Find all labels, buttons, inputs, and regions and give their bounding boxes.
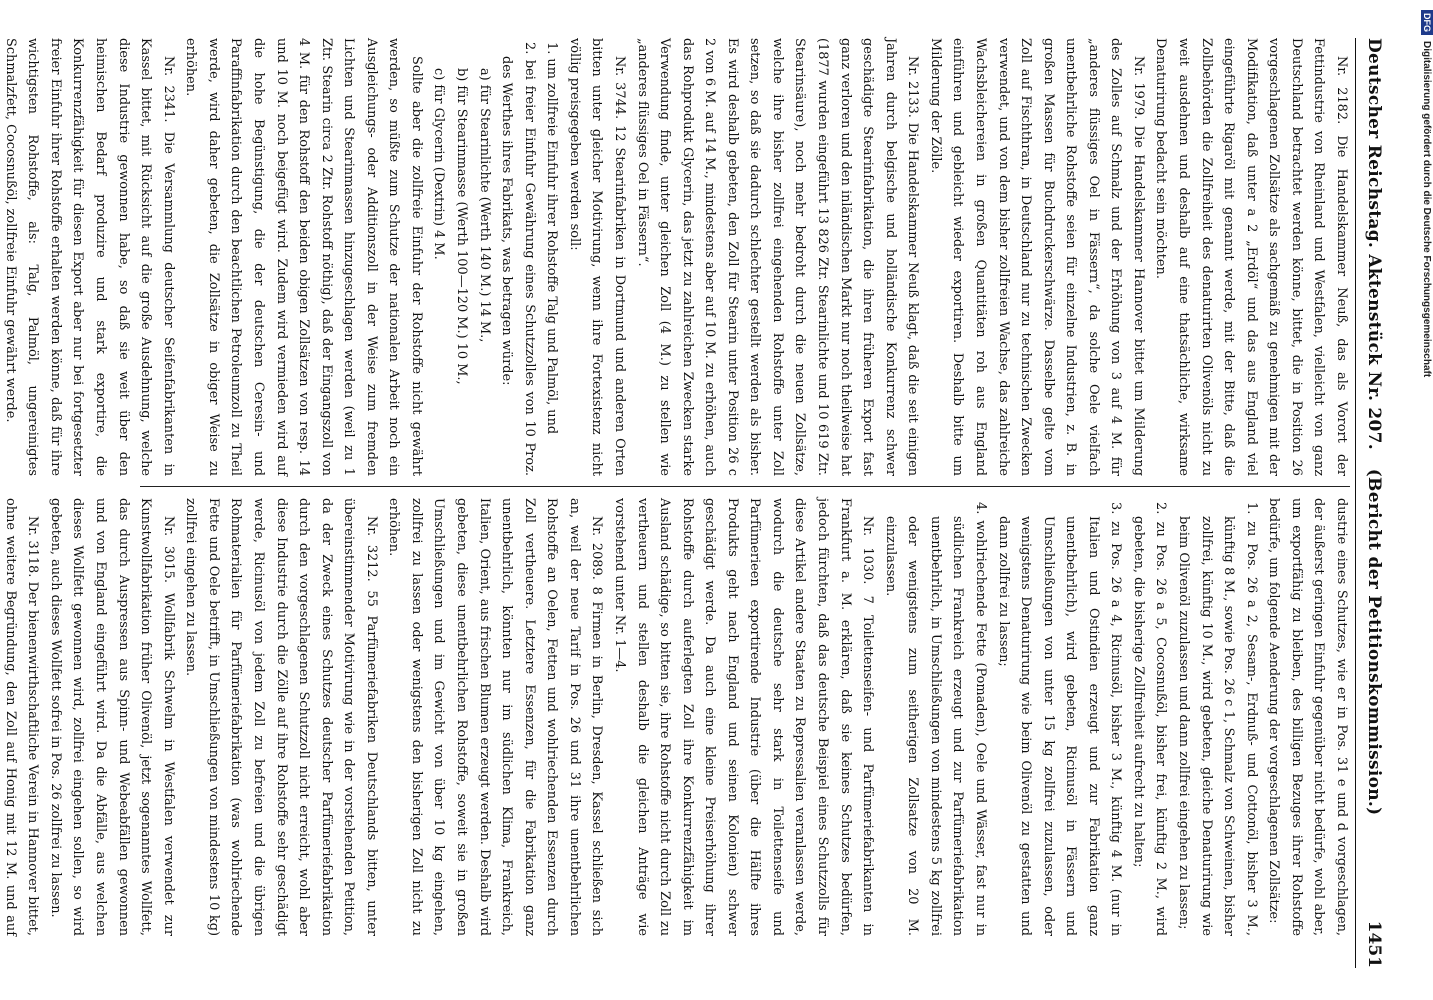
column-divider	[140, 486, 1350, 487]
credit-text: Digitalisierung gefördert durch die Deutsche Forschungsgemeinschaft	[1421, 41, 1432, 378]
running-head-title: Deutscher Reichstag. Aktenstück Nr.	[1364, 38, 1384, 402]
paragraph: Nr. 3212. 55 Parfümeriefabriken Deutschlands bitten, unter übereinstimmender Motivirung wie in der vorstehenden Petition, da der Zweck eines Schutzes deutscher Parfümeriefabrikation durch den vorgeschlagenen Schutzzoll nicht erreicht, wohl aber diese Industrie durch die Zölle auf ihre Rohstoffe sehr geschädigt werde, Ricinusöl von jedem Zoll zu befreien und die übrigen Rohmaterialien für Parfümeriefabrikation (was wohlriechende Fette und Oele betrifft, in Umschließungen von mindestens 10 kg) zollfrei eingehen zu lassen.	[183, 498, 379, 936]
paragraph: 4. wohlriechende Fette (Pomaden), Oele und Wässer, fast nur in südlichen Frankreich erzeugt und zur Parfümeriefabrikation unentbehrlich, in Umschließungen von mindestens 5 kg zollfrei oder wenigstens zum seitherigen Zollsatze von 20 M. einzulassen.	[882, 502, 988, 936]
paragraph: Nr. 1979. Die Handelskammer Hannover bittet um Milderung des Zolles auf Schmalz und der Erhöhung von 3 auf 4 M. für „anderes flüssiges Oel in Fässern“, da solche Oele vielfach unentbehrliche Rohstoffe seien für einzelne Industrien, z. B. in großen Massen für Buchdruckerschwärze. Dasselbe gelte vom Zoll auf Fischthran, in Deutschland nur zu technischen Zwecken verwendet, und von dem bisher zollfreien Wachse, das zahlreiche Wachsbleichereien in großen Quantitäten roh aus England einführen und gebleicht wieder exportiren. Deshalb bitte um Milderung der Zölle.	[927, 38, 1146, 476]
paragraph: 1. zu Pos. 26 a 2, Sesam-, Erdnuß- und Cottonöl, bisher 3 M., künftig 8 M., sowie Pos. 26 c 1, Schmalz von Schweinen, bisher zollfrei, künftig 10 M., wird gebeten, gleiche Denaturirung wie beim Olivenöl zuzulassen und dann zollfrei eingehen zu lassen;	[1176, 502, 1259, 936]
paragraph: 2. zu Pos. 26 a 5, Cocosnußöl, bisher frei, künftig 2 M., wird gebeten, die bisherige Zollfreiheit aufrecht zu halten;	[1130, 502, 1169, 936]
dfg-logo: DFG	[1421, 10, 1433, 35]
paragraph: 1. um zollfreie Einfuhr ihrer Rohstoffe Talg und Palmöl, und	[544, 42, 560, 435]
running-head-left	[1364, 38, 1384, 815]
paragraph: Nr. 2341. Die Versammlung deutscher Seifenfabrikanten in Kassel bittet, mit Rücksicht auf die große Ausdehnung, welche diese Industrie gewonnen habe, so daß sie weit über den heimischen Bedarf produzire und stark exportire, die Konkurrenzfähigkeit für diesen Export aber nur bei fortgesetzter freier Einfuhr ihrer Rohstoffe erhalten werden könne, daß für ihre wichtigsten Rohstoffe, als: Talg, Palmöl, ungereinigtes Schmalzfett, Cocosnußöl, zollfreie Einfuhr gewährt werde.	[2, 38, 176, 476]
paragraph: Nr. 2182. Die Handelskammer Neuß, das als Vorort der Fettindustrie von Rheinland und Westfalen, vielleicht von ganz Deutschland betrachtet werden könne, bittet, die in Position 26 vorgeschlagenen Zollsätze als sachgemäß zu genehmigen mit der Modifikation, daß unter a 2 „Erdöl“ und das aus England viel eingeführte Rigaröl mit genannt werde, mit der Bitte, daß die Zollbehörden die Zollfreiheit des denaturirten Olivenöls nicht zu weit ausdehnen und deshalb auf eine thatsächliche, wirksame Denaturirung bedacht sein möchten.	[1153, 38, 1349, 476]
paragraph: Nr. 3015. Wollfabrik Schwelm in Westfalen verwendet zur Kunstwollfabrikation früher Olivenöl, jetzt sogenanntes Wollfett, das durch Auspressen aus Spinn- und Webeabfällen gewonnen und von England eingeführt wird. Da die Abfälle, aus welchen dieses Wollfett gewonnen wird, zollfrei eingehen sollen, so wird gebeten, auch dieses Wollfett sofrei in Pos. 26 zollfrei zu lassen.	[47, 498, 176, 936]
paragraph: Nr. 3744. 12 Stearinfabriken in Dortmund und anderen Orten bitten unter gleicher Motivirung, wenn ihre Fortexistenz nicht völlig preisgegeben werden soll:	[566, 38, 627, 476]
running-head	[1355, 38, 1392, 968]
paragraph: Nr. 2133. Die Handelskammer Neuß klagt, daß die seit einigen Jahren durch belgische und holländische Konkurrenz schwer geschädigte Stearinfabrikation, die ihren früheren Export fast ganz verloren und den inländischen Markt nur noch theilweise hat (1877 wurden eingeführt 13 826 Ztr. Stearinlichte und 10 619 Ztr. Stearinsäure), noch mehr bedroht durch die neuen Zollsätze, welche ihre bisher zollfrei eingehenden Rohstoffe unter Zoll setzen, so daß sie dadurch schlechter gestellt werden als bisher. Es wird deshalb gebeten, den Zoll für Stearin unter Position 26 c 2 von 6 M. auf 14 M., mindestens aber auf 10 M. zu erhöhen, auch das Rohprodukt Glycerin, das jetzt zu zahlreichen Zwecken starke Verwendung finde, unter gleichen Zoll (4 M.) zu stellen wie „anderes flüssiges Oel in Fässern“.	[634, 38, 921, 476]
page-number: 1451	[1364, 920, 1384, 968]
right-column	[2, 498, 1352, 936]
digitization-credit	[1416, 6, 1430, 994]
paragraph: a) für Stearinlichte (Werth 140 M.) 14 M.,	[476, 68, 492, 343]
credit-line	[1419, 10, 1433, 990]
paragraph: b) für Stearinmasse (Werth 100—120 M.) 10 M.,	[454, 68, 470, 385]
paragraph: Nr. 3118. Der bienenwirthschaftliche Verein in Hannover bittet, ohne weitere Begründung, den Zoll auf Honig mit 12 M. und auf	[2, 498, 41, 936]
document-number: 207.	[1364, 407, 1384, 451]
paragraph: 2. bei freier Einfuhr Gewährung eines Schutzzolles von 10 Proz. des Werthes ihres Fabrikats, was betragen würde:	[499, 42, 537, 476]
paragraph: 3. zu Pos. 26 a 4, Ricinusöl, bisher 3 M., künftig 4 M. (nur in Italien und Ostindien erzeugt und zur Fabrikation ganz unentbehrlich), wird gebeten, Ricinusöl in Fässern und Umschließungen von unter 15 kg zollfrei zuzulassen, oder wenigstens Denaturirung wie beim Olivenöl zu gestatten und dann zollfrei zu lassen;	[995, 502, 1124, 936]
paragraph: c) für Glycerin (Dextrin) 4 M.	[431, 68, 447, 260]
paragraph: Sollte aber die zollfreie Einfuhr der Rohstoffe nicht gewährt werden, so müßte zum Schutze der nationalen Arbeit noch ein Ausgleichungs- oder Additionszoll in der Weise zum fremden Lichten und Stearinmassen hinzugeschlagen werden (weil zu 1 Ztr. Stearin circa 2 Ztr. Rohstoff nöthig), daß der Eingangszoll von 4 M. für den Rohstoff den beiden obigen Zollsätzen von resp. 14 und 10 M. noch beigefügt wird. Zudem wird vermieden wird auf die hohe Begünstigung, die der deutschen Ceresin- und Paraffinfabrikation durch den beachtlichen Petroleumzoll zu Theil werde, wird daher gebeten, die Zollsätze in obiger Weise zu erhöhen.	[183, 38, 424, 476]
paragraph: dustrie eines Schutzes, wie er in Pos. 31 e und d vorgeschlagen, der äußerst geringen Einfuhr gegenüber nicht bedürfe, wohl aber, um exportfähig zu bleiben, des billigen Bezuges ihrer Rohstoffe bedürfe, um folgende Aenderung der vorgeschlagenen Zollsätze:	[1266, 498, 1349, 936]
paragraph: Nr. 1030. 7 Toilettenseifen- und Parfümeriefabrikanten in Frankfurt a. M. erklären, daß sie keines Schutzes bedürfen, jedoch fürchten, daß das deutsche Beispiel eines Schutzzolls für diese Artikel andere Staaten zu Repressalien veranlassen werde, wodurch die deutsche sehr stark in Toilettenseife und Parfümerieen exportirende Industrie (über die Hälfte ihres Produkts geht nach England und seinen Kolonien) schwer geschädigt werde. Da auch eine kleine Preiserhöhung ihrer Rohstoffe durch auferlegten Zoll ihre Konkurrenzfähigkeit im Ausland schädige, so bitten sie, ihre Rohstoffe nicht durch Zoll zu vertheuern und stellen deshalb die gleichen Anträge wie vorstehend unter Nr. 1—4.	[612, 498, 876, 936]
paragraph: Nr. 2089. 8 Firmen in Berlin, Dresden, Kassel schließen sich an, weil der neue Tarif in Pos. 26 und 31 ihre unentbehrlichen Rohstoffe an Oelen, Fetten und wohlriechenden Essenzen durch Zoll vertheuere. Letztere Essenzen, für die Fabrikation ganz unentbehrlich, könnten nur im südlichen Klima, Frankreich, Italien, Orient, aus frischen Blumen erzeugt werden. Deshalb wird gebeten, diese unentbehrlichen Rohstoffe, soweit sie in großen Umschließungen und im Gewicht von über 10 kg eingehen, zollfrei zu lassen oder wenigstens den bisherigen Zoll nicht zu erhöhen.	[386, 498, 605, 936]
left-column	[2, 38, 1352, 476]
running-head-section: (Bericht der Petitionskommission.)	[1364, 468, 1384, 816]
